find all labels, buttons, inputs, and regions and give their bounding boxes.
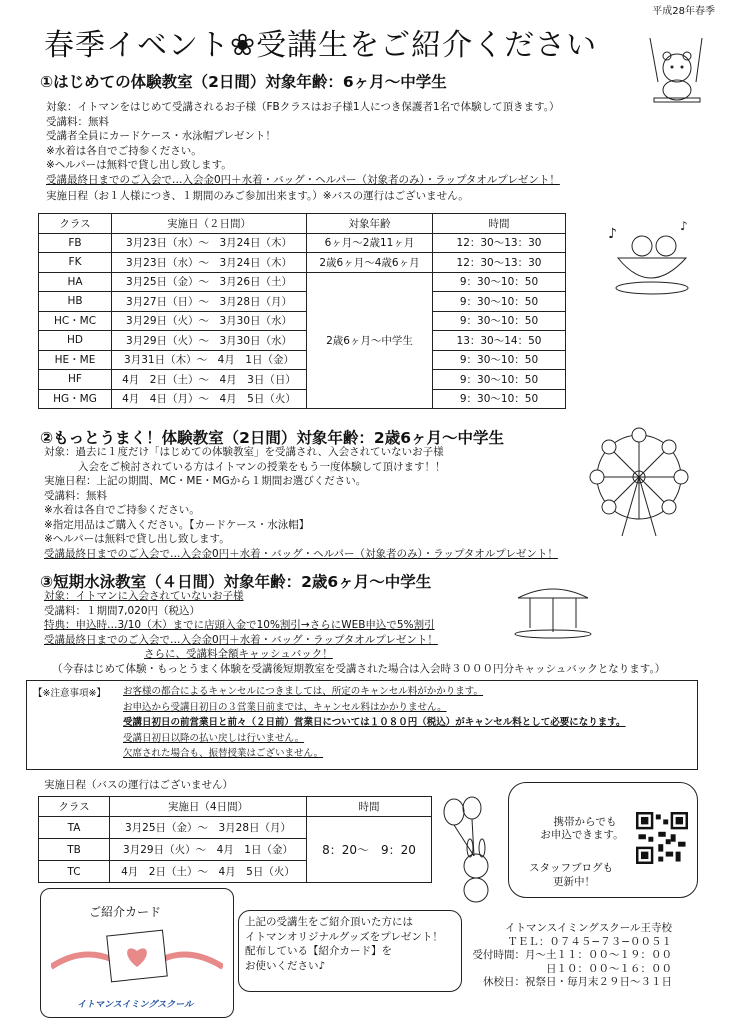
section-2-line: 実施日程：上記の期間、MC・ME・MGから１期間お選びください。 <box>44 475 367 487</box>
card-logo: イトマンスイミングスクール <box>77 1000 194 1010</box>
section-1-line: 受講最終日までのご入会で…入会金0円＋水着・バッグ・ヘルパー（対象者のみ）・ラップタオルプレゼント！ <box>46 173 560 186</box>
schedule-2-caption: 実施日程（バスの運行はございません） <box>44 779 233 791</box>
ferris-wheel-illustration <box>584 422 694 540</box>
cell-time: 9：30〜10：50 <box>433 311 566 331</box>
section-1-line: ※水着は各自でご持参ください。 <box>46 144 202 157</box>
cell-date: 4月 2日（土）〜 4月 3日（日） <box>112 370 307 390</box>
section-3-line: さらに、受講料全額キャッシュバック！ <box>144 648 333 660</box>
table-row <box>39 370 566 390</box>
section-1-title: ①はじめての体験教室（2日間）対象年齢：6ヶ月〜中学生 <box>40 73 447 91</box>
cell-date: 3月23日（水）〜 3月24日（木） <box>112 233 307 253</box>
cell-class: TC <box>39 861 110 883</box>
cell-time: 12：30〜13：30 <box>433 233 566 253</box>
carousel-illustration <box>508 584 598 640</box>
section-1-line: ※ヘルパーは無料で貸し出し致します。 <box>46 159 232 171</box>
section-1-body <box>46 100 560 204</box>
cell-time-merged: 8：20〜 9：20 <box>307 817 432 883</box>
notice-box <box>26 680 698 770</box>
teacup-ride-illustration <box>600 208 700 298</box>
table-row <box>39 292 566 312</box>
cell-class: HE・ME <box>39 350 112 370</box>
section-2-line: 入会をご検討されている方はイトマンの授業をもう一度体験して頂けます！！ <box>78 460 446 473</box>
table-header-row <box>39 797 432 817</box>
cell-age: 6ヶ月〜2歳11ヶ月 <box>307 233 433 253</box>
th-time: 時間 <box>307 797 432 817</box>
cell-class: FK <box>39 253 112 273</box>
cell-age-merged: 2歳6ヶ月〜中学生 <box>307 272 433 409</box>
section-3-line: 受講最終日までのご入会で…入会金0円＋水着・バッグ・ラップタオルプレゼント！ <box>44 633 438 646</box>
cell-date: 3月29日（火）〜 3月30日（水） <box>112 331 307 351</box>
section-3-line: 受講料：１期間7,020円（税込） <box>44 604 201 617</box>
section-2-line: 受講最終日までのご入会で…入会金0円＋水着・バッグ・ヘルパー（対象者のみ）・ラップタオルプレゼント！ <box>44 547 558 560</box>
page-title: 春季イベント❀受講生をご紹介ください <box>44 28 598 63</box>
speech-lines <box>245 915 443 973</box>
speech-line: イトマンオリジナルグッズをプレゼント！ <box>245 930 443 943</box>
section-1-line: 受講者全員にカードケース・水泳帽プレゼント！ <box>46 130 276 142</box>
balloon-rabbit-illustration <box>440 796 506 906</box>
hours-sunday: 日１０：００〜１６：００ <box>546 962 672 975</box>
cell-date: 3月23日（水）〜 3月24日（木） <box>112 253 307 273</box>
table-row <box>39 311 566 331</box>
th-class: クラス <box>39 797 110 817</box>
cell-time: 13：30〜14：50 <box>433 331 566 351</box>
table-row <box>39 817 432 839</box>
cell-class: HA <box>39 272 112 292</box>
cell-date: 3月25日（金）〜 3月26日（土） <box>112 272 307 292</box>
th-class: クラス <box>39 214 112 234</box>
notice-line: 欠席された場合も、振替授業はございません。 <box>123 748 324 759</box>
hours-weekday: 受付時間：月〜土１１：００〜１９：００ <box>472 949 672 961</box>
cell-class: FB <box>39 233 112 253</box>
th-date: 実施日（２日間） <box>112 214 307 234</box>
season-label: 平成28年春季 <box>652 6 715 17</box>
cell-time: 9：30〜10：50 <box>433 370 566 390</box>
th-date: 実施日（4日間） <box>110 797 307 817</box>
cell-class: HF <box>39 370 112 390</box>
contact-info <box>468 922 700 990</box>
notice-lines <box>123 684 626 762</box>
table-header-row <box>39 214 566 234</box>
section-2-line: 受講料：無料 <box>44 489 107 502</box>
cell-class: TB <box>39 839 110 861</box>
qr-code-icon[interactable] <box>636 812 688 864</box>
notice-line: お客様の都合によるキャンセルにつきましては、所定のキャンセル料がかかります。 <box>123 686 484 697</box>
cell-date: 4月 4日（月）〜 4月 5日（火） <box>112 389 307 409</box>
section-3-line: 対象：イトマンに入会されていないお子様 <box>44 590 244 602</box>
cell-time: 9：30〜10：50 <box>433 292 566 312</box>
notice-label: 【※注意事項※】 <box>33 688 106 699</box>
table-row <box>39 389 566 409</box>
cell-class: HC・MC <box>39 311 112 331</box>
school-tel: ＴＥＬ：０７４５−７３−００５１ <box>507 935 672 948</box>
section-2-line: ※ヘルパーは無料で貸し出し致します。 <box>44 533 230 545</box>
schedule-table-1 <box>38 213 566 409</box>
section-2-body <box>44 445 558 561</box>
th-time: 時間 <box>433 214 566 234</box>
cell-date: 3月29日（火）〜 4月 1日（金） <box>110 839 307 861</box>
section-2-line: 対象：過去に１度だけ「はじめての体験教室」を受講され、入会されていないお子様 <box>44 446 444 458</box>
referral-card-box <box>40 888 234 1018</box>
th-age: 対象年齢 <box>307 214 433 234</box>
speech-line: お使いください♪ <box>245 959 326 972</box>
mobile-line: 携帯からでも <box>553 816 617 828</box>
cell-age: 2歳6ヶ月〜4歳6ヶ月 <box>307 253 433 273</box>
cell-class: HD <box>39 331 112 351</box>
table-row <box>39 233 566 253</box>
table-row <box>39 350 566 370</box>
referral-speech-bubble <box>238 910 462 992</box>
cell-class: TA <box>39 817 110 839</box>
school-name: イトマンスイミングスクール王寺校 <box>505 922 672 934</box>
svg-text:♪: ♪ <box>680 219 688 233</box>
closed-days: 休校日：祝祭日・毎月末２９日〜３１日 <box>483 976 672 988</box>
speech-line: 配布している【紹介カード】を <box>245 945 392 957</box>
section-1-line: 対象：イトマンをはじめて受講されるお子様（FBクラスはお子様1人につき保護者1名で体験して頂きます。） <box>46 101 560 113</box>
cell-class: HG・MG <box>39 389 112 409</box>
cell-date: 3月31日（木）〜 4月 1日（金） <box>112 350 307 370</box>
cell-date: 3月27日（日）〜 3月28日（月） <box>112 292 307 312</box>
mobile-line: スタッフブログも <box>529 862 613 874</box>
table-row <box>39 253 566 273</box>
hands-card-illustration <box>51 923 223 987</box>
schedule-table-2 <box>38 796 432 883</box>
section-3-line: 特典：申込時…3/10（木）までに店頭入金で10%割引→さらにWEB申込で5%割引 <box>44 619 435 631</box>
svg-text:♪: ♪ <box>608 226 617 242</box>
section-3-title: ③短期水泳教室（４日間）対象年齢：2歳6ヶ月〜中学生 <box>40 573 432 591</box>
speech-line: 上記の受講生をご紹介頂いた方には <box>245 916 413 928</box>
cell-date: 3月29日（火）〜 3月30日（水） <box>112 311 307 331</box>
notice-line: 受講日初日以降の払い戻しは行いません。 <box>123 732 305 744</box>
mobile-line: 更新中！ <box>553 876 595 888</box>
section-3-line: （今春はじめて体験・もっとうまく体験を受講後短期教室を受講された場合は入会時３０００円分キャッシュバックとなります。） <box>52 662 666 675</box>
section-2-title: ②もっとうまく！体験教室（2日間）対象年齢：2歳6ヶ月〜中学生 <box>40 429 504 447</box>
cell-date: 4月 2日（土）〜 4月 5日（火） <box>110 861 307 883</box>
section-1-line: 実施日程（お１人様につき、１期間のみご参加出来ます。）※バスの運行はございません。 <box>46 190 469 202</box>
card-title: ご紹介カード <box>89 905 162 919</box>
cell-time: 12：30〜13：30 <box>433 253 566 273</box>
mobile-line: お申込できます。 <box>540 829 624 841</box>
swing-bear-illustration <box>640 38 720 108</box>
section-1-line: 受講料：無料 <box>46 115 109 128</box>
notice-line: 受講日初日の前営業日と前々（２日前）営業日については１０８０円（税込）がキャンセル料として必要になります。 <box>123 717 626 728</box>
table-row <box>39 272 566 292</box>
cell-time: 9：30〜10：50 <box>433 350 566 370</box>
notice-line: お申込から受講日初日の３営業日前までは、キャンセル料はかかりません。 <box>123 701 447 713</box>
section-2-line: ※水着は各自でご持参ください。 <box>44 504 200 516</box>
section-2-line: ※指定用品はご購入ください。【カードケース・水泳帽】 <box>44 518 310 531</box>
cell-date: 3月25日（金）〜 3月28日（月） <box>110 817 307 839</box>
cell-class: HB <box>39 292 112 312</box>
table-row <box>39 331 566 351</box>
cell-time: 9：30〜10：50 <box>433 272 566 292</box>
cell-time: 9：30〜10：50 <box>433 389 566 409</box>
